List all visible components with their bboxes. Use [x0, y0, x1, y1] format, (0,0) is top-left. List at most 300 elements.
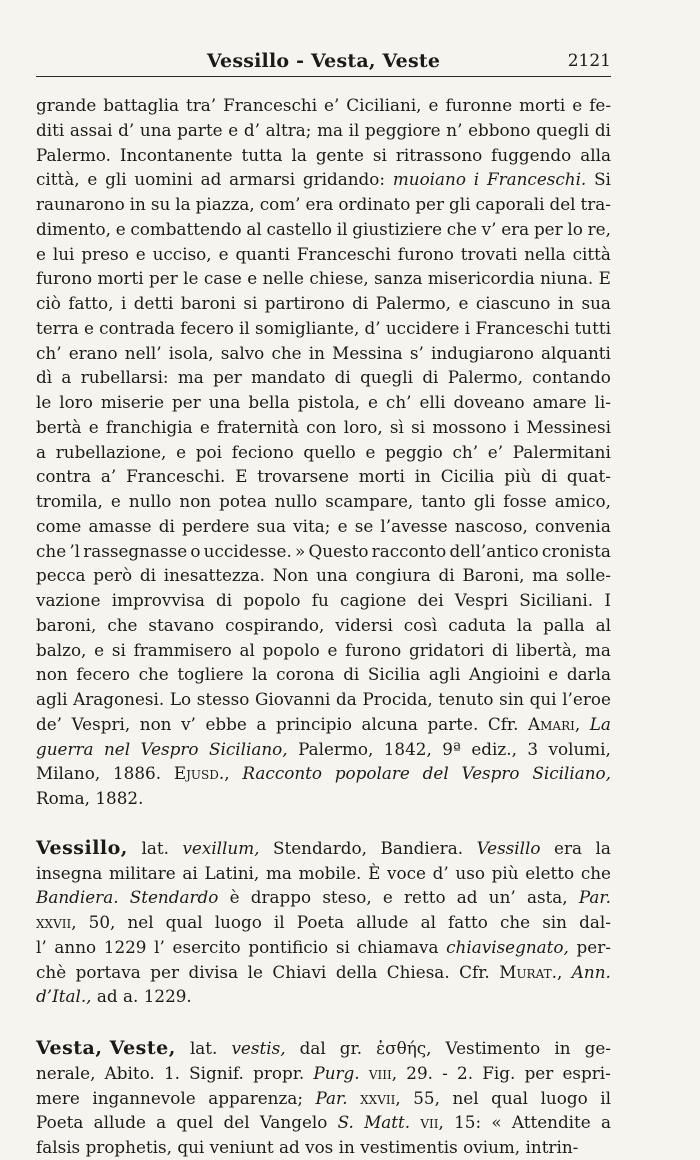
word: che — [107, 614, 138, 635]
word: tutta — [241, 144, 283, 165]
word: tutti — [574, 317, 611, 338]
word: fecero — [180, 317, 234, 338]
word: per — [415, 194, 445, 214]
word: ma — [532, 565, 559, 586]
word: Purg. — [313, 1062, 360, 1083]
word: li- — [594, 392, 611, 412]
word: Matt. — [364, 1112, 411, 1133]
word: baroni — [180, 293, 236, 313]
word: bertà — [36, 416, 82, 437]
word: fosse — [503, 491, 547, 511]
word: ge- — [584, 1038, 611, 1058]
word: 1. — [163, 1062, 180, 1083]
word: Messina — [332, 342, 403, 363]
word: il — [239, 317, 250, 338]
word: contando — [532, 367, 611, 388]
word: isola, — [168, 342, 214, 363]
word: Murat., — [499, 961, 563, 982]
word: uomini — [134, 169, 193, 190]
word: peggio — [385, 441, 443, 462]
word: di — [422, 367, 439, 388]
word: ch’ — [385, 392, 412, 412]
word: palla — [543, 614, 585, 635]
text-line — [36, 935, 611, 960]
word: che — [36, 540, 67, 561]
text-line — [36, 1036, 611, 1061]
word: mandato — [251, 367, 326, 388]
word: una — [139, 119, 172, 140]
word: Latini, — [204, 862, 260, 883]
word: xxvii, — [36, 912, 77, 932]
word: sin — [542, 912, 567, 932]
header-rule — [36, 76, 611, 77]
word: frammisero — [133, 639, 232, 660]
word: indugiarono — [430, 342, 534, 363]
word: xxvii, — [360, 1087, 401, 1108]
text-line — [36, 861, 611, 886]
word: ch’ — [36, 342, 62, 363]
word: e — [382, 887, 393, 908]
word: di — [139, 565, 156, 586]
text-line — [36, 712, 611, 737]
word: Franceschi. — [126, 466, 226, 487]
word: Vespro — [140, 738, 199, 759]
word: dal — [299, 1038, 326, 1058]
text-line — [36, 118, 611, 143]
text-line — [36, 242, 611, 267]
word: Palermo, — [375, 293, 451, 313]
word: steso, — [322, 887, 372, 908]
word: nascoso, — [454, 515, 528, 536]
word: vexillum, — [182, 837, 260, 858]
word: gli — [449, 194, 471, 214]
word: Palermo, — [298, 738, 374, 759]
word: stesso — [196, 689, 250, 709]
text-line — [36, 984, 611, 1009]
word: niuna. — [540, 268, 594, 289]
word: chiamava — [357, 936, 439, 957]
word: era — [501, 218, 530, 239]
word: si — [335, 936, 350, 957]
text-line — [36, 192, 611, 217]
word: mere — [36, 1087, 80, 1108]
word: vita; — [293, 515, 331, 536]
word: vestimentis — [360, 1137, 458, 1157]
word: ebbe — [205, 713, 247, 734]
text-line — [36, 786, 611, 811]
word: combattendo — [130, 218, 242, 239]
word: in — [338, 1137, 355, 1157]
word: Vespri — [454, 590, 509, 610]
word: e — [327, 639, 338, 660]
word: vii, — [420, 1112, 444, 1133]
word: quanti — [235, 243, 290, 264]
word: ma — [317, 119, 343, 140]
word: a — [36, 441, 47, 462]
word: Siciliano, — [209, 738, 288, 759]
word: al — [420, 912, 436, 932]
word: d’ — [118, 119, 135, 140]
text-line — [36, 93, 611, 118]
word: sua — [581, 293, 611, 313]
word: il — [273, 912, 285, 932]
word: d’ — [364, 317, 381, 338]
word: per — [172, 392, 201, 412]
word: e — [110, 491, 121, 511]
word: È — [368, 862, 381, 883]
word: contrada — [99, 317, 175, 338]
word: gli — [105, 169, 127, 190]
word: sua — [256, 515, 286, 536]
word: e — [337, 515, 348, 536]
word: 9ª — [442, 738, 461, 759]
word: rassegnasse — [83, 540, 188, 561]
word: però — [93, 565, 133, 586]
word: potea — [219, 491, 267, 511]
word: Cicilia — [440, 466, 495, 487]
word: morti — [519, 95, 566, 115]
word: ritrassono — [395, 144, 483, 165]
text-line — [36, 316, 611, 341]
word: retto — [404, 887, 446, 908]
word: lat. — [141, 837, 169, 858]
word: la — [595, 837, 611, 858]
word: Franceschi — [223, 95, 318, 115]
word: guerra — [36, 738, 94, 759]
word: erano — [68, 342, 118, 363]
text-line — [36, 588, 611, 613]
word: si — [411, 416, 426, 437]
word: inesattezza. — [163, 565, 265, 586]
word: e — [218, 243, 229, 264]
word: e’ — [487, 441, 504, 462]
word: che — [271, 342, 302, 363]
word: Poeta — [296, 912, 345, 932]
word: Cfr. — [487, 713, 519, 734]
word: ovium, — [463, 1137, 521, 1157]
word: nell’ — [124, 342, 162, 363]
word: in — [414, 466, 431, 487]
word: battaglia — [103, 95, 179, 115]
word: fatto, — [68, 293, 114, 313]
word: propr. — [253, 1062, 305, 1083]
word: quegli — [360, 367, 414, 388]
word: insegna — [36, 862, 103, 883]
word: Palermo, — [447, 367, 523, 388]
word: - — [442, 1062, 448, 1083]
word: loro, — [343, 416, 383, 437]
word: Vessillo — [476, 837, 541, 858]
word: parte. — [427, 713, 479, 734]
word: un’ — [488, 887, 516, 908]
page-body — [36, 93, 611, 1160]
word: ad — [200, 169, 222, 190]
word: « — [491, 1112, 502, 1133]
word: Messinesi — [526, 416, 611, 437]
word: per — [213, 367, 242, 388]
word: e — [458, 293, 469, 313]
word: armarsi — [229, 169, 296, 190]
word: a — [256, 713, 267, 734]
word: e — [94, 639, 105, 660]
word: convenia — [535, 515, 611, 536]
continuation-paragraph — [36, 93, 611, 811]
text-line — [36, 1135, 611, 1160]
word: 1229 — [103, 936, 147, 957]
word: qui — [529, 689, 557, 709]
word: peggiore — [365, 119, 441, 140]
word: come — [36, 515, 82, 536]
word: ai — [182, 862, 198, 883]
entry-vesta-veste — [36, 1036, 611, 1160]
word: e — [176, 441, 187, 462]
word: era — [554, 837, 582, 858]
word: 29. — [406, 1062, 433, 1083]
word: le — [183, 268, 199, 289]
word: quel — [176, 1112, 214, 1133]
word: dell’antico — [449, 540, 539, 561]
word: in — [308, 342, 325, 363]
word: Vespri, — [71, 713, 131, 734]
word: poi — [195, 441, 223, 462]
word: rubellazione, — [55, 441, 167, 462]
word: e — [83, 317, 94, 338]
word: d’ — [432, 862, 449, 883]
word: di — [216, 590, 233, 610]
word: cronista — [541, 540, 611, 561]
word: dì — [36, 367, 53, 388]
word: Bandiera. — [36, 887, 119, 908]
word: ad — [96, 986, 118, 1007]
word: furono — [36, 268, 93, 289]
text-line — [36, 885, 611, 910]
word: di — [334, 367, 351, 388]
running-head-title: Vessillo - Vesta, Veste — [206, 50, 441, 72]
text-line — [36, 737, 611, 762]
word: de’ — [36, 713, 63, 734]
word: veniunt — [209, 1137, 274, 1157]
word: La — [589, 713, 611, 734]
word: ad — [456, 887, 478, 908]
word: Ciciliani, — [346, 95, 422, 115]
word: quello — [303, 441, 356, 462]
text-line — [36, 390, 611, 415]
word: per — [150, 961, 179, 982]
word: tanto — [421, 491, 466, 511]
word: libertà, — [515, 639, 578, 660]
word: di — [343, 664, 360, 685]
word: racconto — [371, 540, 447, 561]
word: quegli — [536, 119, 590, 140]
word: raunarono — [36, 194, 125, 214]
word: le — [247, 961, 263, 982]
word: parte — [177, 119, 223, 140]
word: contra — [36, 466, 92, 487]
paragraph-gap — [36, 1009, 611, 1036]
word: v’ — [481, 218, 497, 239]
word: fecero — [76, 664, 130, 685]
word: ma — [177, 367, 204, 388]
word: agli — [36, 689, 68, 709]
word: cospirando, — [225, 614, 325, 635]
word: per- — [576, 936, 611, 957]
word: più — [504, 466, 532, 487]
word: Cfr. — [459, 961, 490, 982]
word: la — [175, 194, 191, 214]
word: ma — [265, 862, 292, 883]
word: alquanti — [541, 342, 611, 363]
word: gridatori — [408, 639, 485, 660]
word: pecca — [36, 565, 86, 586]
word: del — [223, 1112, 250, 1133]
word: terra — [36, 317, 79, 338]
word: morti — [358, 466, 405, 487]
word: si — [111, 639, 126, 660]
word: volumi, — [548, 738, 611, 759]
text-line — [36, 143, 611, 168]
text-line — [36, 539, 611, 564]
word: intrin- — [525, 1137, 579, 1157]
word: portava — [75, 961, 141, 982]
text-line — [36, 687, 611, 712]
word: ediz., — [471, 738, 517, 759]
word: caporali — [475, 194, 545, 214]
word: l’ — [36, 936, 47, 957]
word: giustiziere — [352, 218, 442, 239]
word: re, — [587, 218, 611, 239]
word: Sicilia — [367, 664, 421, 685]
word: a. — [123, 986, 139, 1007]
word: a’ — [100, 466, 117, 487]
word: popolare — [334, 763, 410, 784]
word: Signif. — [189, 1062, 244, 1083]
word: 1886. — [113, 763, 162, 784]
word: luogo — [540, 1087, 588, 1108]
word: il — [600, 1087, 611, 1108]
word: in — [129, 194, 146, 214]
word: una — [316, 565, 348, 586]
text-line — [36, 563, 611, 588]
text-line — [36, 1086, 611, 1111]
word: gente — [315, 144, 364, 165]
word: su — [150, 194, 171, 214]
word: drappo — [250, 887, 312, 908]
word: Palermo. — [36, 144, 111, 165]
word: per — [149, 268, 178, 289]
word: dimento, — [36, 218, 111, 239]
word: lo — [567, 218, 583, 239]
word: da — [336, 689, 357, 709]
word: preso — [81, 243, 129, 264]
word: furono — [397, 243, 454, 264]
word: ciò — [36, 293, 61, 313]
entry-vessillo — [36, 836, 611, 1009]
text-line — [36, 960, 611, 985]
word: i — [513, 416, 520, 437]
word: tenuto — [438, 689, 494, 709]
word: o — [190, 540, 201, 561]
word: 1882. — [95, 788, 144, 808]
word: vidersi — [335, 614, 393, 635]
word: mobile. — [298, 862, 362, 883]
text-line — [36, 415, 611, 440]
word: Franceschi — [475, 317, 570, 338]
word: nullo — [274, 491, 318, 511]
word: Vangelo — [259, 1112, 328, 1133]
word: e — [135, 243, 146, 264]
word: e — [368, 392, 378, 412]
word: e — [88, 416, 99, 437]
word: partirono — [264, 293, 345, 313]
word: l’avesse — [380, 515, 448, 536]
word: lui — [52, 243, 75, 264]
word: nella — [524, 243, 566, 264]
word: dei — [417, 590, 444, 610]
word: a — [600, 1112, 611, 1133]
word: caduta — [448, 614, 506, 635]
word: Giovanni — [255, 689, 331, 709]
word: grande — [36, 95, 97, 115]
word: case — [203, 268, 242, 289]
word: Vespro — [461, 763, 520, 784]
word: ἐσθής, — [376, 1038, 432, 1058]
word: elli — [419, 392, 446, 412]
word: al — [595, 614, 611, 635]
word: doveano — [453, 392, 525, 412]
word: dal- — [579, 912, 611, 932]
word: e — [548, 664, 559, 685]
word: per — [524, 1062, 554, 1083]
word: Siciliano, — [532, 763, 611, 784]
word: qual — [165, 912, 203, 932]
word: popolo — [262, 639, 320, 660]
word: voce — [387, 862, 426, 883]
word: apparenza; — [208, 1087, 303, 1108]
word: corona — [276, 664, 335, 685]
word: balzo, — [36, 639, 87, 660]
word: 15: — [454, 1112, 482, 1133]
word: falsis — [36, 1137, 81, 1157]
word: 3 — [527, 738, 539, 759]
word: nel — [127, 912, 154, 932]
word: Procida, — [362, 689, 433, 709]
word: i — [464, 317, 471, 338]
word: l’ — [154, 936, 165, 957]
word: nerale, — [36, 1062, 96, 1083]
word: al — [246, 218, 262, 239]
word: qui — [177, 1137, 205, 1157]
word: rubellarsi: — [80, 367, 169, 388]
word: Milano, — [36, 763, 101, 784]
word: chè — [36, 961, 67, 982]
word: che — [446, 218, 477, 239]
word: tra- — [580, 194, 611, 214]
word: I — [604, 590, 611, 610]
word: Questo — [308, 540, 369, 561]
text-line — [36, 341, 611, 366]
word: togliere — [177, 664, 244, 685]
word: una — [208, 392, 241, 412]
word: Franceschi. — [486, 169, 587, 190]
word: e — [87, 169, 98, 190]
word: solle- — [565, 565, 611, 586]
paragraph-gap — [36, 811, 611, 836]
word: feciono — [231, 441, 294, 462]
word: franchigia — [105, 416, 193, 437]
word: pontificio — [248, 936, 329, 957]
word: Par. — [315, 1087, 348, 1108]
word: i — [120, 293, 127, 313]
